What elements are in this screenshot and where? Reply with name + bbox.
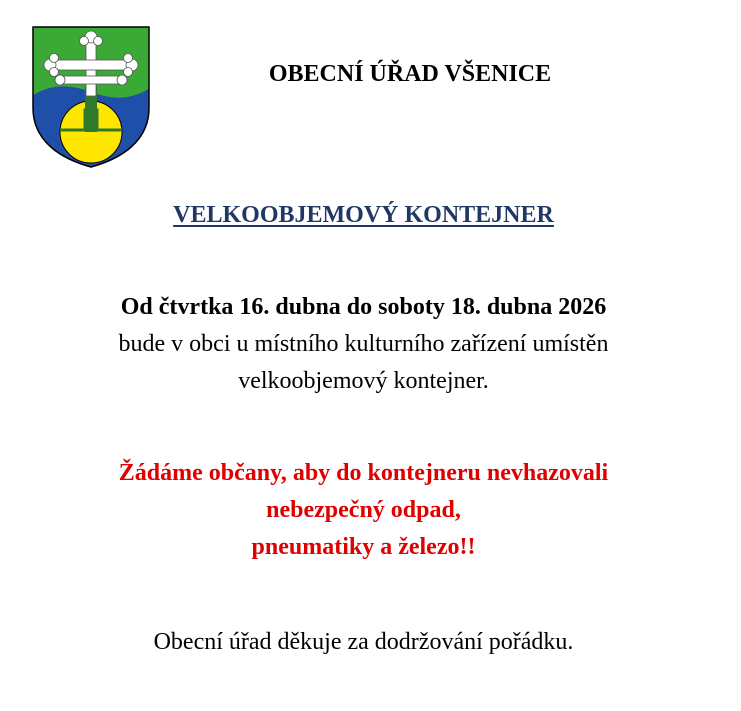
closing-text: Obecní úřad děkuje za dodržování pořádku.: [153, 629, 574, 655]
municipal-coat-of-arms: [32, 26, 150, 168]
warning-line-1: Žádáme občany, aby do kontejneru nevhazovali: [118, 460, 609, 486]
warning-line-3: pneumatiky a železo!!: [251, 534, 476, 560]
warning-paragraph: [0, 455, 727, 566]
notice-body-line-1: bude v obci u místního kulturního zařízení umístěn: [118, 331, 609, 357]
notice-dates: Od čtvrtka 16. dubna do soboty 18. dubna 2026: [120, 294, 607, 320]
warning-line-2: nebezpečný odpad,: [266, 497, 461, 523]
notice-title: VELKOOBJEMOVÝ KONTEJNER: [173, 202, 554, 228]
office-name-heading: OBECNÍ ÚŘAD VŠENICE: [268, 61, 552, 87]
notice-body-line-2: velkoobjemový kontejner.: [238, 368, 489, 394]
notice-body-paragraph: [0, 289, 727, 400]
